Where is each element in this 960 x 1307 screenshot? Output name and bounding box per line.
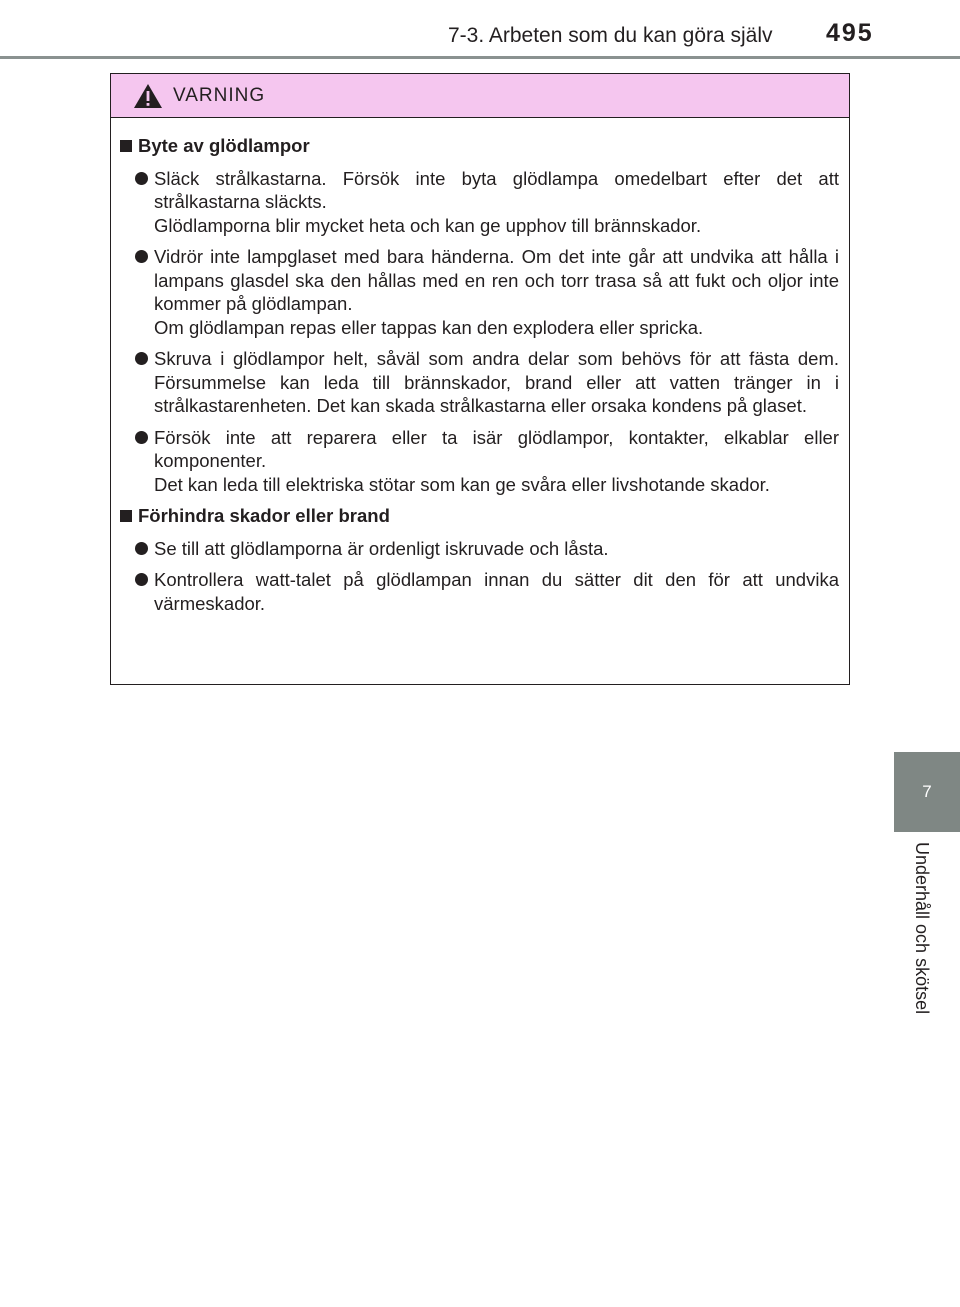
list-item-text xyxy=(154,245,839,339)
round-bullet-icon xyxy=(135,573,148,586)
list-item xyxy=(135,568,839,615)
chapter-tab: 7 xyxy=(894,752,960,832)
paragraph: Kontrollera watt-talet på glödlampan innan du sätter dit den för att undvika värmeskador. xyxy=(154,569,839,614)
section-title-text: Byte av glödlampor xyxy=(138,135,310,156)
paragraph: Släck strålkastarna. Försök inte byta glödlampa omedelbart efter det att strålkastarna släckts. xyxy=(154,167,839,212)
square-bullet-icon xyxy=(120,510,132,522)
section-title-text: Förhindra skador eller brand xyxy=(138,505,390,526)
list-item xyxy=(135,426,839,497)
list-item-text xyxy=(154,426,839,497)
round-bullet-icon xyxy=(135,542,148,555)
round-bullet-icon xyxy=(135,250,148,263)
section-title: 7-3. Arbeten som du kan göra själv xyxy=(448,24,773,47)
list-item-text xyxy=(154,347,839,418)
warning-body xyxy=(111,118,849,615)
page-number: 495 xyxy=(826,19,874,47)
paragraph: Skruva i glödlampor helt, såväl som andra delar som behövs för att fästa dem. Försummelse kan leda till brännskador, brand eller att vatten tränger in i strålkastarenheten. Det kan skada strålkastarna eller orsaka kondens på glaset. xyxy=(154,348,839,416)
warning-header xyxy=(111,74,849,118)
square-bullet-icon xyxy=(120,140,132,152)
list-item-text xyxy=(154,537,609,561)
warning-label: VARNING xyxy=(173,84,266,106)
warning-triangle-icon xyxy=(133,83,163,109)
paragraph: Glödlamporna blir mycket heta och kan ge upphov till brännskador. xyxy=(154,214,702,236)
warning-box xyxy=(110,73,850,685)
list-item-text xyxy=(154,167,839,238)
paragraph: Det kan leda till elektriska stötar som kan ge svåra eller livshotande skador. xyxy=(154,473,770,495)
round-bullet-icon xyxy=(135,431,148,444)
list-item xyxy=(135,167,839,238)
paragraph: Försök inte att reparera eller ta isär glödlampor, kontakter, elkablar eller komponenter. xyxy=(154,426,839,471)
list-item xyxy=(135,347,839,418)
paragraph: Se till att glödlamporna är ordenligt iskruvade och låsta. xyxy=(154,537,609,559)
chapter-label: Underhåll och skötsel xyxy=(912,842,932,1015)
list-item xyxy=(135,245,839,339)
list-item-text xyxy=(154,568,839,615)
section-heading xyxy=(120,504,839,528)
section-heading xyxy=(120,134,839,158)
paragraph: Vidrör inte lampglaset med bara händerna. Om det inte går att undvika att hålla i lampans glasdel ska den hållas med en ren och torr trasa så att fukt och oljor inte kommer på glödlampan. xyxy=(154,246,839,314)
round-bullet-icon xyxy=(135,352,148,365)
paragraph: Om glödlampan repas eller tappas kan den explodera eller spricka. xyxy=(154,316,704,338)
header-rule xyxy=(0,56,960,59)
round-bullet-icon xyxy=(135,172,148,185)
list-item xyxy=(135,537,839,561)
